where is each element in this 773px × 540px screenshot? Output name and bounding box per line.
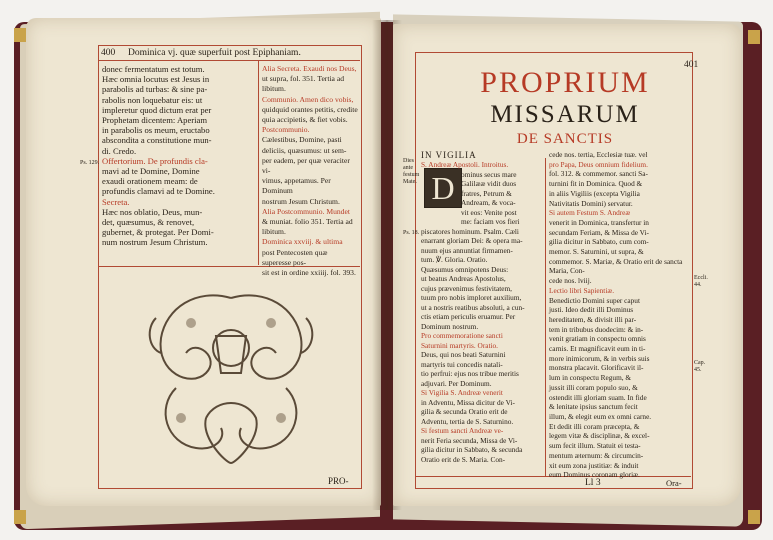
right-column-divider (545, 158, 546, 476)
text-line: vimus, appetamus. Per Dominum (262, 176, 331, 196)
text-line: enarrant gloriam Dei: & opera ma- (421, 236, 523, 245)
left-catchword: PRO- (328, 476, 349, 486)
text-line: Et dedit illi coram præcepta, & (549, 421, 640, 431)
text-line: more inimicorum, & in verbis suis (549, 353, 650, 363)
page-title-proprium: PROPRIUM (480, 66, 650, 99)
text-line: jussit illi coram populo suo, & (549, 382, 638, 392)
text-line: Andream, & voca- (461, 198, 516, 207)
text-line: monstra placavit. Glorificavit il- (549, 363, 644, 373)
text-line: nuum ejus annuntiat firmamen- (421, 245, 513, 255)
text-line: venerit in Dominica, transfertur in (549, 217, 649, 227)
text-line: libitum. (262, 227, 286, 237)
right-margin-note-psalm: Ps. 18. (403, 230, 420, 236)
text-line: Benedictio Domini super caput (549, 295, 640, 305)
text-line: ut supra, fol. 351. Tertia ad (262, 74, 344, 84)
text-line: in Adventu, Missa dicitur de Vi- (421, 397, 515, 407)
text-line: illum, & elegit eum ex omni carne. (549, 411, 652, 421)
text-line: Si Vigilia S. Andreæ venerit (421, 388, 503, 397)
signature-mark: Ll 3 (585, 478, 601, 488)
left-head-rule (98, 60, 360, 61)
text-line: nerit Feria secunda, Missa de Vi- (421, 435, 518, 445)
text-line: xit eum zona justitiæ: & induit (549, 460, 639, 470)
text-line: mentum æternum: & circumcin- (549, 450, 644, 460)
text-line: cede nos. lviij. (549, 276, 592, 286)
illuminated-initial-d: D (424, 168, 462, 208)
text-line: me: faciam vos fieri (461, 217, 520, 226)
left-column-divider (258, 60, 259, 265)
text-line: legem vitæ & disciplinæ, & excel- (549, 431, 650, 441)
text-line: nostrum Jesum Christum. (262, 196, 340, 206)
text-line: Pro commemoratione sancti (421, 331, 503, 340)
text-line: Quæsumus omnipotens Deus: (421, 264, 509, 274)
brass-corner-top-left (14, 28, 26, 42)
text-line: cede nos. tertia, Ecclesiæ tuæ. vel (549, 150, 648, 159)
text-line: Dominum nostrum. (421, 321, 479, 331)
right-col1-heading: IN VIGILIA (421, 150, 477, 160)
text-line: hereditatem, & divisit illi par- (549, 314, 637, 324)
text-line: Galilææ vidit duos (461, 179, 517, 188)
text-line: Saturnini martyris. Oratio. (421, 340, 499, 350)
page-title-de-sanctis: DE SANCTIS (516, 131, 614, 147)
text-line: tum. ℣. Gloria. Oratio. (421, 255, 488, 264)
text-line: Si autem Festum S. Andreæ (549, 208, 631, 218)
text-line: Secreta. (102, 196, 130, 207)
right-column-1 (421, 160, 543, 464)
text-line: impleretur quod dictum erat per (102, 104, 212, 115)
text-line: sit est in ordine xxiiij. fol. 393. (262, 268, 356, 278)
left-running-head: Dominica vj. quæ superfuit post Epiphaniam. (128, 48, 301, 58)
text-line: num nostrum Jesum Christum. (102, 237, 208, 248)
text-line: di. Credo. (102, 145, 137, 156)
text-line: cujus prævenimus festivitatem, (421, 283, 512, 293)
left-column-2 (262, 64, 358, 278)
text-line: tem in tribubus duodecim: & in- (549, 324, 644, 334)
text-line: mavi ad te Domine, Domine (102, 166, 200, 177)
text-line: gubernet, & protegat. Per Domi- (102, 227, 214, 238)
text-line: Hæc omnia locutus est Jesus in (102, 74, 210, 85)
text-line: ut beatus Andreas Apostolus, (421, 274, 506, 283)
text-line: & lenitate ipsius sanctum fecit (549, 402, 638, 412)
brass-corner-top-right (748, 30, 760, 44)
text-line: ut a nostris reatibus absoluti, a cun- (421, 302, 525, 312)
text-line: gilia dicitur in Sabbato, cum com- (549, 237, 649, 247)
text-line: in aliis Vigiliis (excepta Vigilia (549, 188, 640, 198)
text-line: in parabolis os meum, eructabo (102, 125, 210, 136)
right-margin-note-eccli: Eccli. 44. (694, 275, 708, 288)
text-line: memor. S. Saturnini, ut supra, & (549, 247, 644, 257)
text-line: Hæc nos oblatio, Deus, mun- (102, 206, 203, 217)
text-line: martyris tui concedis natali- (421, 359, 503, 369)
text-line: eum Dominus coronam gloriæ. (549, 470, 640, 480)
text-line: secundam Feriam, & Missa de Vi- (549, 227, 649, 237)
left-column-1 (102, 64, 254, 248)
text-line: Deus, qui nos beati Saturnini (421, 350, 506, 359)
page-title-missarum: MISSARUM (490, 101, 640, 128)
text-line: turnini fit in Dominica. Quod & (549, 179, 643, 189)
text-line: libitum. (262, 84, 286, 94)
text-line: venit gratiam in conspectu omnis (549, 334, 646, 344)
brass-corner-bottom-right (748, 510, 760, 524)
text-line: Adventu, tertia de S. Saturnino. (421, 416, 514, 426)
right-catchword: Ora- (666, 478, 682, 488)
text-line: tio perfrui: ejus nos tribue meritis (421, 369, 519, 378)
text-line: Communio. Amen dico vobis, (262, 94, 354, 104)
text-line: Offertorium. De profundis cla- (102, 155, 208, 166)
text-line: ominus secus mare (461, 169, 517, 179)
text-line: ostendit illi gloriam suam. In fide (549, 392, 647, 402)
text-line: carnis. Et magnificavit eum in ti- (549, 344, 646, 354)
text-line: Nativitatis Domini) servatur. (549, 198, 633, 208)
text-line: Alia Postcommunio. Mundet (262, 206, 350, 216)
text-line: Dominica xxviij. & ultima (262, 237, 343, 247)
text-line: Lectio libri Sapientiæ. (549, 285, 615, 295)
right-margin-note-cap: Cap. 45. (694, 360, 706, 373)
text-line: Postcommunio. (262, 125, 310, 135)
text-line: Prophetam dicentem: Aperiam (102, 115, 208, 126)
text-line: post Pentecosten quæ superesse pos- (262, 247, 328, 267)
right-margin-note-vigil: Dies ante festum Mate. (403, 158, 420, 185)
text-line: Alia Secreta. Exaudi nos Deus, (262, 64, 357, 73)
text-line: gilia dicitur in Sabbato, & secunda (421, 445, 523, 454)
text-line: fol. 312. & commemor. sancti Sa- (549, 169, 648, 179)
text-line: pro Papa, Deus omnium fidelium. (549, 159, 648, 169)
text-line: quidquid orantes petitis, credite (262, 104, 358, 114)
text-line: piscatores hominum. Psalm. Cæli (421, 226, 519, 236)
text-line: S. Andreæ Apostoli. Introitus. (421, 160, 509, 169)
right-column-2 (549, 150, 689, 480)
text-line: fratres, Petrum & (461, 188, 512, 198)
text-line: commemor. S. Mariæ, & Oratio erit de sancta Maria, Con- (549, 256, 683, 276)
text-line: tuum pro nobis imploret auxilium, (421, 293, 522, 302)
text-line: sum fecit illum. Statuit ei testa- (549, 441, 641, 451)
brass-corner-bottom-left (14, 510, 26, 524)
text-line: Cælestibus, Domine, pasti (262, 135, 342, 145)
text-line: quia accipietis, & fiet vobis. (262, 115, 348, 125)
text-line: adjuvari. Per Dominum. (421, 378, 492, 388)
text-line: justi. Ideo dedit illi Dominus (549, 305, 634, 315)
text-line: per eadem, per quæ veraciter vi- (262, 155, 350, 176)
text-line: det, quæsumus, & renovet, (102, 217, 195, 228)
text-line: parabolis ad turbas: & sine pa- (102, 84, 208, 95)
text-line: Si festum sancti Andreæ ve- (421, 426, 504, 435)
text-line: lum in conspectu Regum, & (549, 373, 632, 383)
text-line: ctis etiam periculis eruamur. Per (421, 312, 516, 321)
text-line: exaudi orationem meam: de (102, 176, 198, 187)
text-line: deliciis, quæsumus: ut sem- (262, 145, 347, 155)
right-page-number: 401 (684, 60, 699, 70)
text-line: abscondita a constitutione mun- (102, 135, 212, 146)
text-line: & muniat. folio 351. Tertia ad (262, 217, 353, 227)
text-line: rabolis non loquebatur eis: ut (102, 94, 203, 105)
decorative-ornament-image (136, 278, 326, 468)
left-page-number: 400 (101, 48, 116, 58)
text-line: Oratio erit de S. Maria. Con- (421, 454, 506, 464)
text-line: vit eos: Venite post (461, 207, 517, 217)
text-line: gilia & secunda Oratio erit de (421, 407, 508, 416)
left-margin-note: Ps. 129. (80, 160, 100, 166)
text-line: profundis clamavi ad te Domine. (102, 186, 215, 197)
text-line: donec fermentatum est totum. (102, 64, 205, 74)
